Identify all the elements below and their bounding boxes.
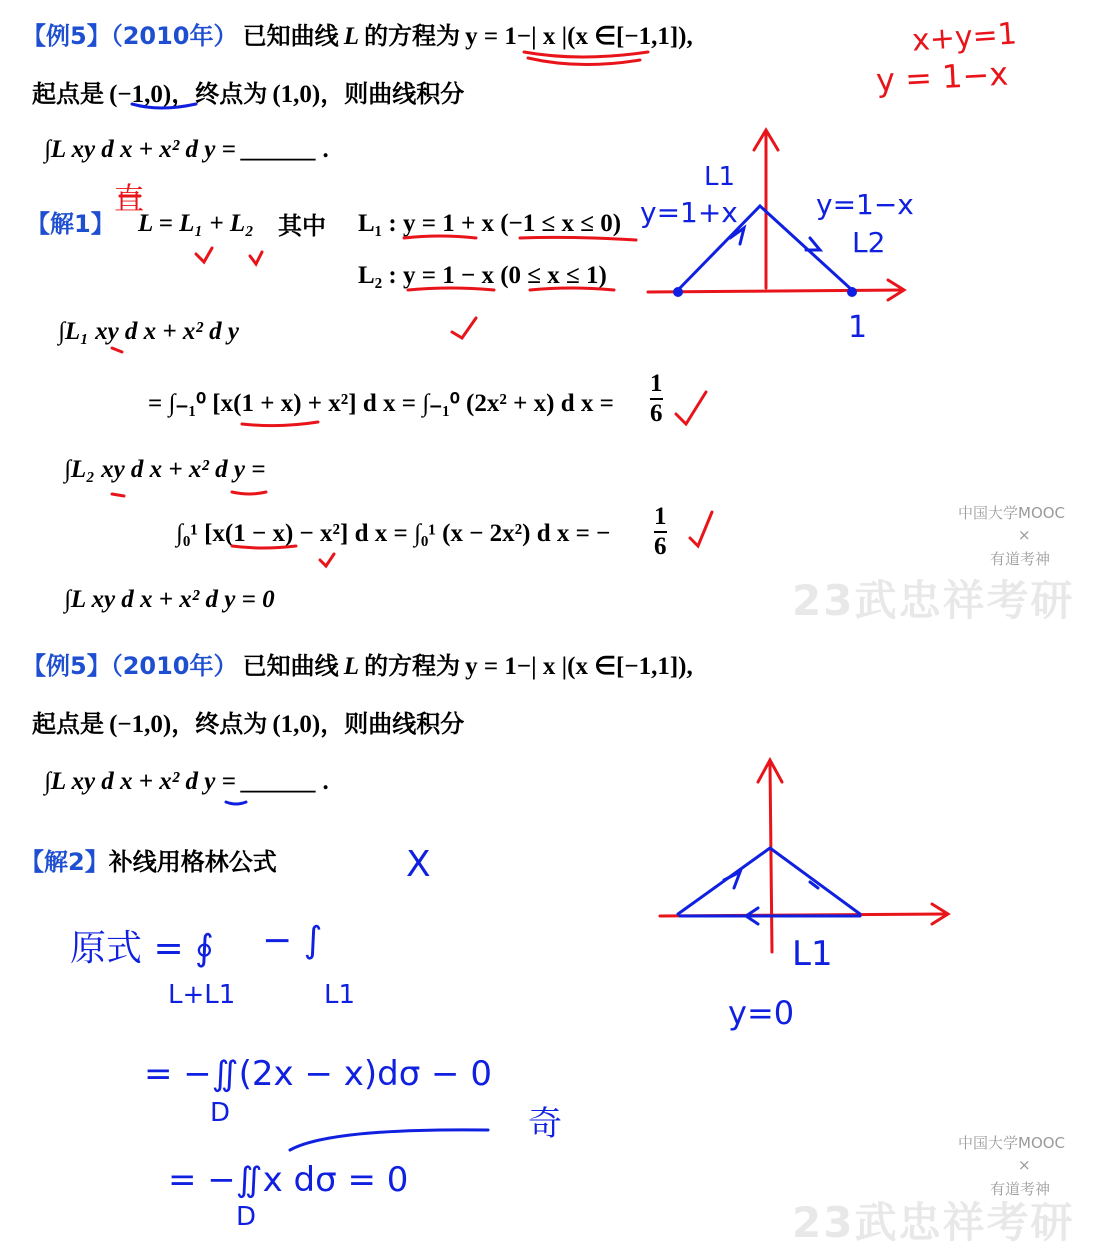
watermark-youdao: 有道考神: [990, 550, 1051, 568]
problem-text: 的方程为: [364, 652, 461, 680]
numerator: 1: [650, 370, 663, 397]
start-point: (−1,0): [109, 711, 172, 738]
integral-l2-eval: ∫₀¹ [x(1 − x) − x²] d x = ∫₀¹ (x − 2x²) d x = −: [176, 520, 611, 547]
example-year: （2010年）: [110, 652, 238, 680]
hand-l2-label: L2: [852, 226, 886, 259]
watermark-big: 23武忠祥考研: [792, 576, 1075, 625]
integral-l1-eval: = ∫₋₁⁰ [x(1 + x) + x²] d x = ∫₋₁⁰ (2x² + x) d x =: [148, 390, 614, 417]
watermark-youdao: 有道考神: [990, 1180, 1051, 1198]
hand-minus-int: − ∫: [262, 920, 323, 961]
hand-y-zero: y=0: [728, 994, 795, 1032]
problem-text: ，则曲线积分: [320, 80, 465, 108]
hand-qi: 奇: [528, 1104, 562, 1144]
watermark-big: 23武忠祥考研: [792, 1198, 1075, 1247]
problem-text: 起点是: [32, 710, 104, 738]
hand-l1-below: L1: [792, 934, 833, 974]
problem-text: 已知曲线: [242, 652, 339, 680]
curve-symbol: L: [343, 653, 359, 680]
example-year: （2010年）: [110, 22, 238, 50]
integral-l1: ∫L₁ xy d x + x² d y: [58, 318, 240, 345]
problem-text: ，则曲线积分: [320, 710, 465, 738]
solution-1-tag: 【解1】: [26, 210, 115, 238]
integral-l2: ∫L₂ xy d x + x² d y =: [64, 456, 266, 483]
hand-red-zhi: 直: [114, 182, 144, 217]
watermark-mooc: 中国大学MOOC: [958, 1134, 1066, 1152]
watermark-mooc: 中国大学MOOC: [958, 504, 1066, 522]
solution-2-text: 补线用格林公式: [108, 848, 277, 876]
problem-text: 起点是: [32, 80, 104, 108]
line-integral-question: ∫L xy d x + x² d y = ______ .: [44, 136, 330, 163]
problem-text: 已知曲线: [242, 22, 339, 50]
denominator: 6: [654, 533, 667, 560]
start-point: (−1,0): [109, 81, 172, 108]
example-tag: 【例5】: [22, 652, 111, 680]
problem-text: ，终点为: [171, 710, 268, 738]
end-point: (1,0): [272, 711, 321, 738]
hand-x-mark: X: [406, 844, 431, 885]
solution-2-tag: 【解2】: [20, 848, 109, 876]
hand-sub-l1: L1: [324, 980, 356, 1010]
example-tag: 【例5】: [22, 22, 111, 50]
hand-yuanshi: 原式 = ∮: [70, 928, 214, 969]
problem-text: ，终点为: [171, 80, 268, 108]
numerator: 1: [654, 503, 667, 530]
curve-split: L = L₁ + L₂: [138, 210, 254, 237]
hand-l1-label: L1: [704, 162, 736, 192]
line-integral-question-2: ∫L xy d x + x² d y = ______ .: [44, 768, 330, 795]
curve-equation: y = 1−| x |(x ∈[−1,1]),: [465, 653, 693, 680]
curve-equation: y = 1−| x |(x ∈[−1,1]),: [465, 23, 693, 50]
watermark-times: ×: [1018, 526, 1031, 544]
l2-definition: L₂ : y = 1 − x (0 ≤ x ≤ 1): [358, 262, 607, 289]
integral-total: ∫L xy d x + x² d y = 0: [64, 586, 275, 613]
hand-eq-left: y=1+x: [640, 196, 738, 229]
qizhong-text: 其中: [278, 212, 326, 240]
end-point: (1,0): [272, 81, 321, 108]
curve-symbol: L: [343, 23, 359, 50]
hand-one: 1: [848, 310, 868, 345]
hand-step2: = −∬(2x − x)dσ − 0: [144, 1054, 492, 1094]
hand-red-eq2: y = 1−x: [875, 54, 1010, 100]
hand-D1: D: [210, 1098, 231, 1128]
hand-sub-l-l1: L+L1: [168, 980, 236, 1010]
hand-step3: = −∬x dσ = 0: [168, 1160, 409, 1200]
hand-eq-right: y=1−x: [816, 188, 914, 221]
hand-red-eq1: x+y=1: [910, 16, 1018, 59]
l1-definition: L₁ : y = 1 + x (−1 ≤ x ≤ 0): [358, 210, 622, 237]
hand-D2: D: [236, 1202, 257, 1232]
denominator: 6: [650, 400, 663, 427]
watermark-times: ×: [1018, 1156, 1031, 1174]
problem-text: 的方程为: [364, 22, 461, 50]
